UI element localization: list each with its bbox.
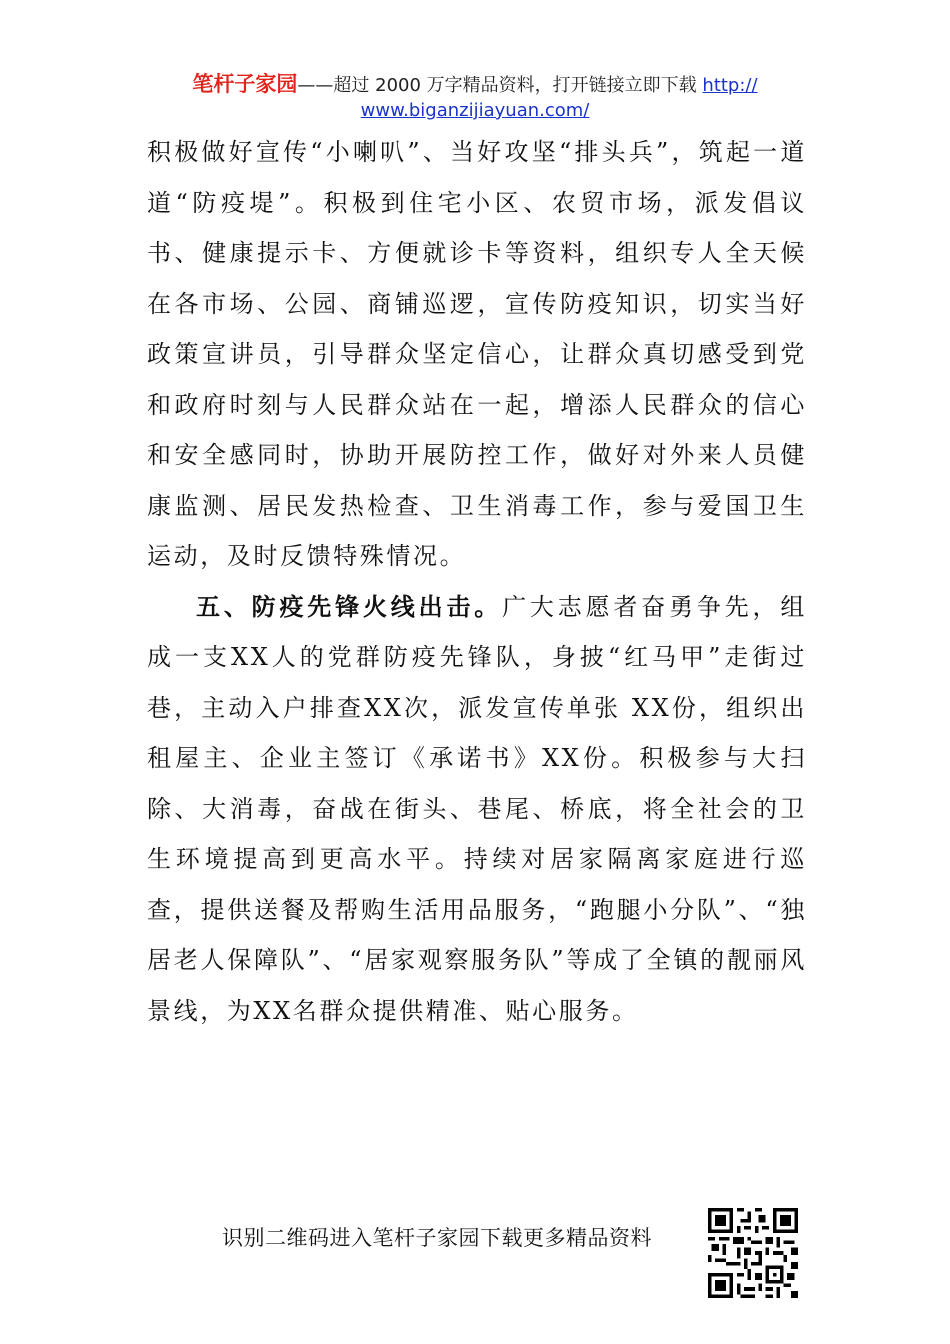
paragraph-2 (147, 582, 807, 1037)
footer-caption: 识别二维码进入笔杆子家园下载更多精品资料 (222, 1226, 652, 1250)
document-body (147, 127, 807, 1036)
paragraph-1: 积极做好宣传“小喇叭”、当好攻坚“排头兵”，筑起一道道“防疫堤”。积极到住宅小区、农贸市场，派发倡议书、健康提示卡、方便就诊卡等资料，组织专人全天候在各市场、公园、商铺巡逻，宣传防疫知识，切实当好政策宣讲员，引导群众坚定信心，让群众真切感受到党和政府时刻与人民群众站在一起，增添人民群众的信心和安全感同时，协助开展防控工作，做好对外来人员健康监测、居民发热检查、卫生消毒工作，参与爱国卫生运动，及时反馈特殊情况。 (147, 138, 807, 570)
brand-name: 笔杆子家园 (192, 72, 298, 96)
section-heading: 五、防疫先锋火线出击。 (196, 592, 503, 621)
website-link-part1[interactable]: http:// (702, 75, 758, 96)
header-tagline: ——超过 2000 万字精品资料，打开链接立即下载 (297, 75, 703, 96)
website-link-part2[interactable]: www.biganzijiayuan.com/ (360, 100, 590, 121)
qr-code-icon (708, 1208, 798, 1298)
paragraph-2-text: 广大志愿者奋勇争先，组成一支XX人的党群防疫先锋队，身披“红马甲”走街过巷，主动入户排查XX次，派发宣传单张 XX份，组织出租屋主、企业主签订《承诺书》XX份。积极参与大扫除、大消毒，奋战在街头、巷尾、桥底，将全社会的卫生环境提高到更高水平。持续对居家隔离家庭进行巡查，提供送餐及帮购生活用品服务，“跑腿小分队”、“独居老人保障队”、“居家观察服务队”等成了全镇的靓丽风景线，为XX名群众提供精准、贴心服务。 (147, 592, 807, 1025)
page-header (120, 72, 830, 123)
